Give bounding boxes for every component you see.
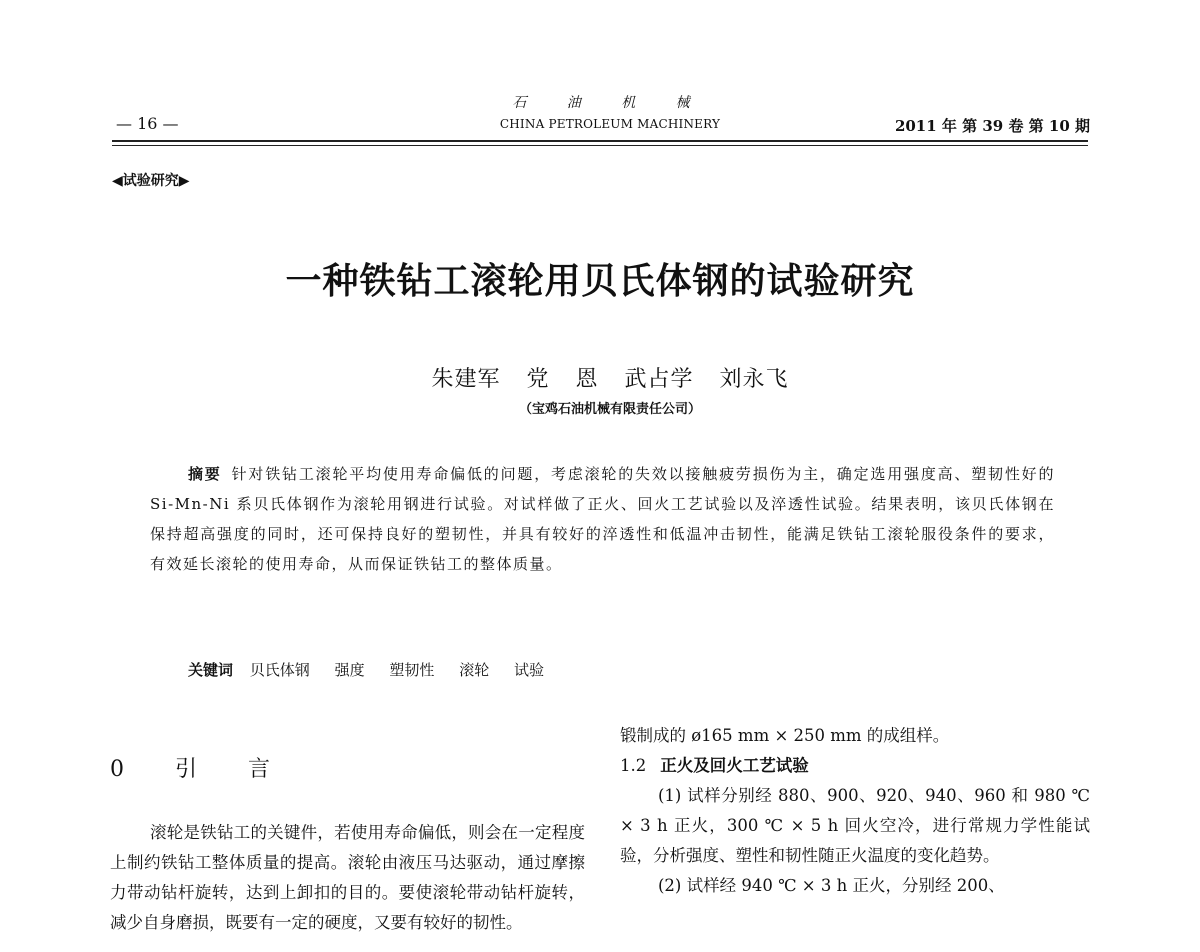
journal-title-en: CHINA PETROLEUM MACHINERY xyxy=(499,117,721,131)
right-column xyxy=(620,721,1090,901)
abstract-text: 针对铁钻工滚轮平均使用寿命偏低的问题，考虑滚轮的失效以接触疲劳损伤为主，确定选用强度高、塑韧性好的 Si-Mn-Ni 系贝氏体钢作为滚轮用钢进行试验。对试样做了正火、回火工艺试验以及淬透性试验。结果表明，该贝氏体钢在保持超高强度的同时，还可保持良好的塑韧性，并具有较好的淬透性和低温冲击韧性，能满足铁钻工滚轮服役条件的要求，有效延长滚轮的使用寿命，从而保证铁钻工的整体质量。 xyxy=(150,465,1055,573)
section-tag: ◀试验研究▶ xyxy=(112,173,190,189)
issue-info: 2011 年 第 39 卷 第 10 期 xyxy=(894,117,1090,135)
intro-paragraph: 滚轮是铁钻工的关键件，若使用寿命偏低，则会在一定程度上制约铁钻工整体质量的提高。滚轮由液压马达驱动，通过摩擦力带动钻杆旋转，达到上卸扣的目的。要使滚轮带动钻杆旋转，减少自身磨损，既要有一定的硬度，又要有较好的韧性。 xyxy=(110,823,585,932)
keyword-item: 贝氏体钢 xyxy=(249,661,310,679)
body-paragraph: (2) 试样经 940 ℃ × 3 h 正火，分别经 200、 xyxy=(658,876,1005,895)
keywords xyxy=(188,659,564,680)
abstract xyxy=(150,459,1055,579)
body-line: 锻制成的 ø165 mm × 250 mm 的成组样。 xyxy=(620,726,950,745)
article-title: 一种铁钻工滚轮用贝氏体钢的试验研究 xyxy=(285,261,915,302)
page-number: — 16 — xyxy=(116,114,179,133)
keyword-item: 强度 xyxy=(334,661,365,679)
keyword-item: 滚轮 xyxy=(459,661,490,679)
keyword-item: 塑韧性 xyxy=(389,661,435,679)
subsection-number: 1.2 xyxy=(620,756,647,775)
header-rule-thin xyxy=(112,145,1088,146)
intro-heading: 0 引 言 xyxy=(110,757,292,782)
header-rule xyxy=(112,140,1088,142)
affiliation: （宝鸡石油机械有限责任公司） xyxy=(518,402,701,417)
subsection-title: 正火及回火工艺试验 xyxy=(660,756,809,775)
subsection-heading xyxy=(620,751,1090,781)
body-paragraph: (1) 试样分别经 880、900、920、940、960 和 980 ℃ × 3 h 正火，300 ℃ × 5 h 回火空冷，进行常规力学性能试验，分析强度、塑性和韧性随正火温度的变化趋势。 xyxy=(620,786,1090,865)
keyword-item: 试验 xyxy=(513,661,544,679)
journal-title-cn: 石 油 机 械 xyxy=(512,95,708,111)
keywords-label: 关键词 xyxy=(188,661,234,679)
abstract-label: 摘要 xyxy=(188,465,222,483)
authors: 朱建军 党 恩 武占学 刘永飞 xyxy=(431,367,789,392)
